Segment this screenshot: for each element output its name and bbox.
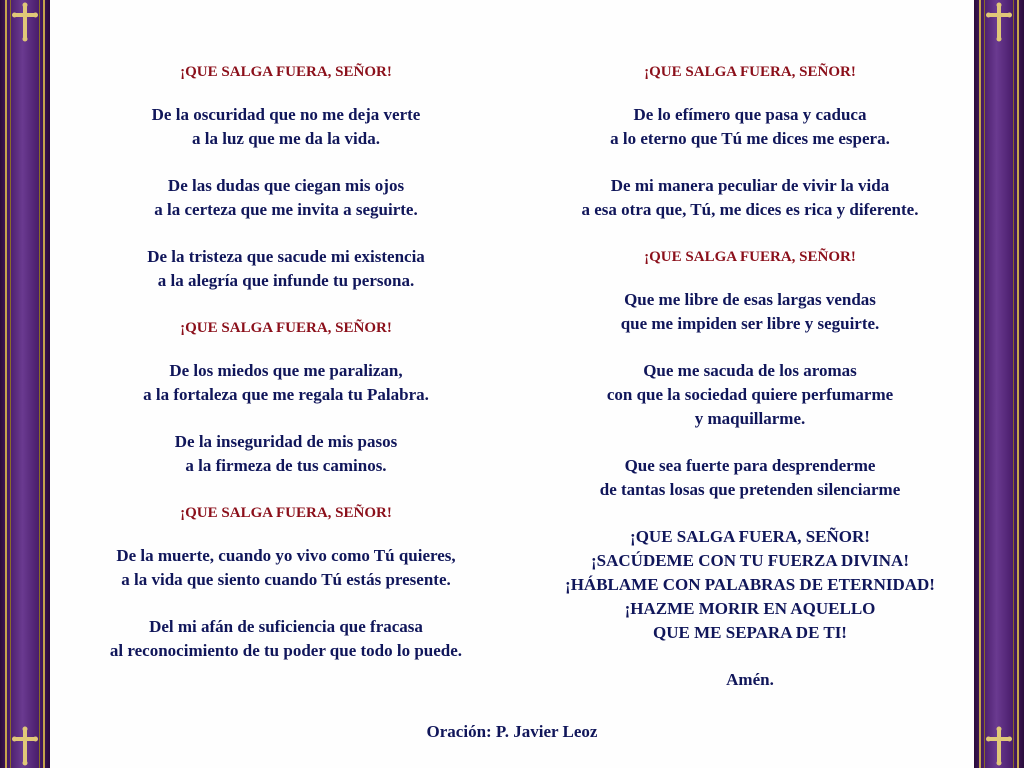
verse-line: con que la sociedad quiere perfumarme	[606, 385, 894, 404]
verse-line: De los miedos que me paralizan,	[169, 361, 403, 380]
verse-line: a la firmeza de tus caminos.	[185, 456, 387, 475]
left-border	[0, 0, 50, 768]
refrain-heading: ¡QUE SALGA FUERA, SEÑOR!	[180, 320, 392, 336]
refrain-heading: ¡QUE SALGA FUERA, SEÑOR!	[180, 505, 392, 521]
prayer-left-column	[60, 60, 512, 663]
cross-icon	[985, 2, 1013, 42]
verse-line: a lo eterno que Tú me dices me espera.	[610, 129, 890, 148]
verse-line: De las dudas que ciegan mis ojos	[167, 176, 405, 195]
verse-line: de tantas losas que pretenden silenciarme	[599, 480, 901, 499]
verse-line: De la tristeza que sacude mi existencia	[147, 247, 425, 266]
verse-line: De la inseguridad de mis pasos	[174, 432, 398, 451]
verse-line: a la alegría que infunde tu persona.	[157, 271, 415, 290]
verse-line: De lo efímero que pasa y caduca	[633, 105, 867, 124]
verse-line: De la muerte, cuando yo vivo como Tú quieres,	[116, 546, 456, 565]
final-invocation-line: QUE ME SEPARA DE TI!	[653, 623, 847, 642]
verse-line: De mi manera peculiar de vivir la vida	[610, 176, 890, 195]
verse-line: que me impiden ser libre y seguirte.	[620, 314, 880, 333]
verse-line: a la luz que me da la vida.	[192, 129, 380, 148]
refrain-heading: ¡QUE SALGA FUERA, SEÑOR!	[644, 64, 856, 80]
final-invocation-line: ¡QUE SALGA FUERA, SEÑOR!	[630, 527, 870, 546]
verse-line: Del mi afán de suficiencia que fracasa	[149, 617, 423, 636]
cross-icon	[11, 726, 39, 766]
amen-line: Amén.	[726, 670, 774, 689]
prayer-right-column	[512, 60, 988, 692]
verse-line: a la certeza que me invita a seguirte.	[154, 200, 418, 219]
final-invocation-line: ¡HAZME MORIR EN AQUELLO	[624, 599, 876, 618]
author-caption: Oración: P. Javier Leoz	[426, 722, 598, 741]
cross-icon	[985, 726, 1013, 766]
verse-line: a esa otra que, Tú, me dices es rica y diferente.	[581, 200, 919, 219]
refrain-heading: ¡QUE SALGA FUERA, SEÑOR!	[644, 249, 856, 265]
verse-line: al reconocimiento de tu poder que todo lo puede.	[109, 641, 463, 660]
verse-line: Que sea fuerte para desprenderme	[624, 456, 876, 475]
cross-icon	[11, 2, 39, 42]
final-invocation-line: ¡HÁBLAME CON PALABRAS DE ETERNIDAD!	[565, 575, 935, 594]
verse-line: a la vida que siento cuando Tú estás presente.	[121, 570, 451, 589]
verse-line: Que me sacuda de los aromas	[643, 361, 857, 380]
verse-line: Que me libre de esas largas vendas	[624, 290, 876, 309]
refrain-heading: ¡QUE SALGA FUERA, SEÑOR!	[180, 64, 392, 80]
verse-line: De la oscuridad que no me deja verte	[151, 105, 421, 124]
verse-line: a la fortaleza que me regala tu Palabra.	[143, 385, 429, 404]
verse-line: y maquillarme.	[694, 409, 806, 428]
final-invocation-line: ¡SACÚDEME CON TU FUERZA DIVINA!	[591, 551, 909, 570]
